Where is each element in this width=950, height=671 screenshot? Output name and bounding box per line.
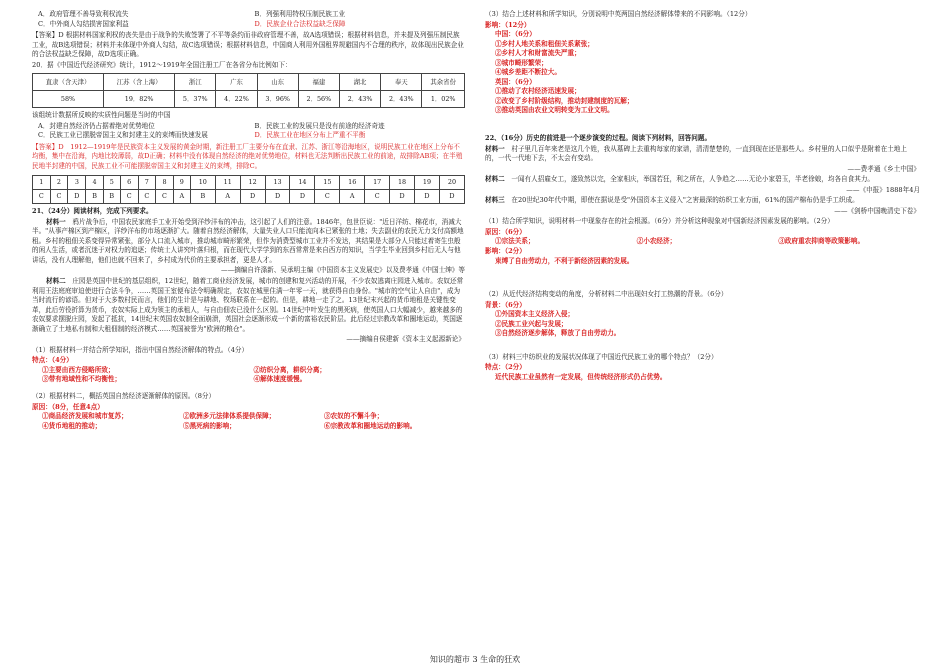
answer-grid-key-row bbox=[33, 189, 465, 203]
q21-sub2-point: ③农奴的不懈斗争； bbox=[324, 412, 384, 421]
q21-sub3-uk-point: ②改变了乡村阶级结构，推动封建制度的瓦解； bbox=[495, 96, 634, 105]
q22-sub2-heading: 背景：（6分） bbox=[485, 300, 526, 309]
page-footer: 知识的超市 3 生命的狂欢 bbox=[429, 655, 521, 664]
q20-table-value-cell: 2．43% bbox=[339, 91, 380, 108]
answer-grid-number-cell: 9 bbox=[173, 175, 190, 189]
q22-sub1-question: （1）结合所学知识，说明材料一中现象存在的社会根源。（6分）并分析这种现象对中国新经济因素发展的影响。（2分） bbox=[485, 217, 834, 226]
q21-sub3-heading: 影响：（12分） bbox=[485, 20, 531, 29]
q20-table-value-cell: 1．02% bbox=[422, 91, 465, 108]
q22-sub2-point: ①外国资本主义经济入侵； bbox=[495, 310, 575, 319]
q21-sub2-point: ②欧洲多元法律体系提供保障； bbox=[183, 412, 276, 421]
answer-grid-key-cell: C bbox=[33, 189, 51, 203]
answer-grid-number-cell: 14 bbox=[290, 175, 315, 189]
q19-option-a: A．政府管理不善导致利权流失 bbox=[38, 10, 129, 18]
answer-grid-key-cell: C bbox=[156, 189, 174, 203]
q21-sub2-point: ④货币地租的推动； bbox=[42, 421, 102, 430]
answer-grid-key-cell: A bbox=[215, 189, 240, 203]
answer-grid-key-cell: C bbox=[315, 189, 340, 203]
answer-grid-number-cell: 19 bbox=[415, 175, 440, 189]
answer-grid-key-cell: D bbox=[439, 189, 464, 203]
q21-material1-source: ——摘编自许涤新、吴承明主编《中国资本主义发展史》以及费孝通《中国士绅》等 bbox=[221, 266, 465, 275]
q22-sub2-point: ②民族工业兴起与发展； bbox=[495, 319, 568, 328]
q20-table-header-cell: 奉天 bbox=[381, 74, 422, 91]
q20-table-value-cell: 58% bbox=[33, 91, 104, 108]
left-column bbox=[32, 10, 465, 433]
q22-sub1-point: ③政府重农抑商等政策影响。 bbox=[778, 237, 865, 246]
answer-grid-number-cell: 10 bbox=[190, 175, 215, 189]
q21-sub1-point: ①主要由西方侵略所致； bbox=[42, 365, 115, 374]
answer-grid-key-cell: D bbox=[290, 189, 315, 203]
q21-sub1-point: ③带有地域性和不均衡性； bbox=[42, 375, 122, 384]
answer-grid-number-cell: 18 bbox=[390, 175, 415, 189]
q22-material3-source: ——《剑桥中国晚清史下卷》 bbox=[834, 206, 920, 215]
answer-grid-number-cell: 4 bbox=[86, 175, 103, 189]
q22-sub1-heading: 原因：（6分） bbox=[485, 227, 526, 236]
answer-grid-number-cell: 5 bbox=[103, 175, 120, 189]
q22-material2-label: 材料二 bbox=[485, 175, 505, 184]
q20-table-header-cell: 湖北 bbox=[339, 74, 380, 91]
answer-grid-number-cell: 8 bbox=[156, 175, 174, 189]
q20-option-c: C．民族工业已摆脱帝国主义和封建主义的束缚而快速发展 bbox=[38, 131, 208, 140]
answer-grid-key-cell: B bbox=[103, 189, 120, 203]
q20-table-header-cell: 山东 bbox=[257, 74, 298, 91]
q20-table-value-cell: 5．37% bbox=[175, 91, 216, 108]
q21-material2-text: 庄园是英国中世纪的基层组织，12世纪，随着工商业经济发展，城市的创建和复兴活动的开展，不少农奴逃离庄园进入城市。农奴还常利用王法庭庭审迫使进行合法斗争，……英国王室便布法令明确规定，农奴在城里住满一年零一天，就获得自由身份。"城市的空气让人自由"，成为当时流行的谚语。但对于大多数村民而言，他们的生计是与耕地、牧场联系在一起的。但是，耕地一走了之。13世纪末兴起的货币地租是关键性变革，此后劳役折算为货币，农奴实际上成为领主的承租人，与自由佃农已没什么区别。14世纪中叶发生的黑死病，使英国人口大幅减少，越来越多的农奴要求摆脱庄园，发起了抵抗，14世纪末英国农奴制全面崩溃，英国社会逐渐形成一个新的富裕农民阶层。此后经过宗教改革和圈地运动，英国逐渐确立了土地私有制和大租佃制的经济模式……英国被誉为"欧洲的粮仓"。 bbox=[32, 276, 464, 333]
q19-options bbox=[32, 10, 465, 29]
q21-sub3-uk-point: ①推动了农村经济迅速发展； bbox=[495, 87, 581, 96]
q20-stem: 20．据《中国近代经济研究》统计，1912～1919年全国注册工厂在各省分布比例如下： bbox=[32, 60, 292, 69]
q21-sub1-point: ②纺织分离，耕织分离； bbox=[253, 365, 327, 374]
answer-grid-key-cell: C bbox=[50, 189, 68, 203]
q21-sub3-answer bbox=[485, 21, 920, 116]
q20-table-header-cell: 福建 bbox=[298, 74, 339, 91]
answer-grid-key-cell: B bbox=[190, 189, 215, 203]
answer-grid-number-row bbox=[33, 175, 465, 189]
q21-material1-label: 材料一 bbox=[46, 217, 66, 226]
q22-sub3-answer bbox=[485, 363, 920, 382]
q22-sub1-point: ②小农经济； bbox=[636, 237, 677, 246]
q21-sub2-point: ⑥宗教改革和圈地运动的影响。 bbox=[324, 421, 417, 430]
answer-grid-number-cell: 1 bbox=[33, 175, 51, 189]
q20-table-header-cell: 浙江 bbox=[175, 74, 216, 91]
q21-sub1-question: （1）根据材料一并结合所学知识，指出中国自然经济解体的特点。（4分） bbox=[32, 345, 249, 354]
q21-material2-source: ——摘编自侯建新《资本主义起源新论》 bbox=[346, 335, 465, 344]
q20-option-a: A．封建自然经济仍占据着绝对优势地位 bbox=[38, 121, 155, 130]
answer-grid-number-cell: 16 bbox=[340, 175, 365, 189]
q21-sub3-question: （3）结合上述材料和所学知识，分别说明中英两国自然经济解体带来的不同影响。（12分） bbox=[485, 10, 752, 18]
q21-sub1-point: ④解体速度缓慢。 bbox=[253, 375, 307, 384]
right-column bbox=[485, 10, 920, 385]
q22-sub1-influence: 束缚了自由劳动力，不利于新经济因素的发展。 bbox=[495, 256, 634, 265]
answer-grid-number-cell: 6 bbox=[120, 175, 138, 189]
answer-grid-key-cell: D bbox=[240, 189, 265, 203]
q21-sub3-china-heading: 中国：（6分） bbox=[495, 30, 536, 39]
q19-option-b: B．列强利用特权压制民族工业 bbox=[254, 10, 346, 18]
q21-sub2-answer bbox=[32, 403, 465, 432]
q20-table bbox=[32, 73, 465, 108]
answer-grid-number-cell: 20 bbox=[439, 175, 464, 189]
answer-grid-key-cell: C bbox=[120, 189, 138, 203]
q21-sub1-heading: 特点：（4分） bbox=[32, 356, 73, 365]
answer-grid-key-cell: D bbox=[390, 189, 415, 203]
answer-grid-key-cell: A bbox=[340, 189, 365, 203]
q22-sub3-question: （3）材料三中纺织业的发展状况体现了中国近代民族工业的哪个特点？（2分） bbox=[485, 352, 718, 361]
q20-header-row bbox=[33, 74, 465, 91]
answer-grid-number-cell: 11 bbox=[215, 175, 240, 189]
q20-table-value-cell: 3．96% bbox=[257, 91, 298, 108]
q21-sub2-question: （2）根据材料二，概括英国自然经济逐渐解体的原因。（8分） bbox=[32, 391, 216, 400]
q21-sub3-china-point: ①乡村人地关系和租佃关系紧张； bbox=[495, 39, 594, 48]
q22-sub1-point: ①宗法关系； bbox=[495, 237, 535, 246]
q22-title: 22、（16分）历史的前进是一个逐步演变的过程。阅读下列材料，回答问题。 bbox=[485, 134, 712, 143]
q19-answer: 【答案】D 根据材料国家利权的丧失是由于战争的失败签署了不平等条约而非政府管理不善，故A选项错误；根据材料信息，并未提及列强压制民族工业，故B选项错误；材料并未体现中外商人勾结，故C选项错误；根据材料信息，中国商人利用外国租界规避国内不合理的秩序，故体现出民族企业的合法权益缺乏保障，故D选项正确。 bbox=[32, 31, 464, 59]
q21-sub1-answer bbox=[32, 356, 465, 385]
answer-grid bbox=[32, 175, 465, 205]
q22-sub2-point: ③自然经济逐步解体，释放了自由劳动力。 bbox=[495, 329, 621, 338]
q22-material1-label: 材料一 bbox=[485, 144, 505, 153]
q20-table-value-cell: 19．82% bbox=[104, 91, 175, 108]
q21-sub2-heading: 原因：（8分，任意4点） bbox=[32, 402, 104, 411]
q22-material3-label: 材料三 bbox=[485, 196, 505, 205]
answer-grid-key-cell: B bbox=[86, 189, 103, 203]
q20-table-header-cell: 江苏（含上海） bbox=[104, 74, 175, 91]
q20-table-header-cell: 其余省份 bbox=[422, 74, 465, 91]
answer-grid-key-cell: D bbox=[68, 189, 86, 203]
answer-grid-number-cell: 13 bbox=[265, 175, 290, 189]
q21-sub3-uk-point: ③推动英国由农业文明转变为工业文明。 bbox=[495, 106, 614, 115]
q20-value-row bbox=[33, 91, 465, 108]
q21-sub2-point: ⑤黑死病的影响； bbox=[183, 421, 236, 430]
answer-grid-number-cell: 15 bbox=[315, 175, 340, 189]
answer-grid-key-cell: D bbox=[265, 189, 290, 203]
answer-grid-key-cell: A bbox=[173, 189, 190, 203]
q20-answer: 【答案】D 1912—1919年是民族资本主义发展的黄金时期，新注册工厂主要分布在直隶、江苏、浙江等沿海地区，说明民族工业在地区上分布不均衡，集中在沿海，内地比较薄弱，故D正确；材料中没有体现自然经济的绝对优势地位，材料也无法判断出民族工业的前途，故排除AB项；在半殖民地半封建的中国，民族工业不可能摆脱帝国主义和封建主义的束缚，排除C。 bbox=[32, 142, 463, 171]
answer-grid-key-cell: D bbox=[415, 189, 440, 203]
q22-sub1-answer bbox=[485, 228, 920, 266]
answer-grid-number-cell: 3 bbox=[68, 175, 86, 189]
q20-table-value-cell: 4．22% bbox=[216, 91, 257, 108]
q22-material3-text: 在20世纪30年代中期，即使在据说是受"外国资本主义侵入"之害最深的纺织工业方面，61%的国产棉布仍是手工织成。 bbox=[511, 196, 859, 205]
q19-option-c: C．中外商人勾结损害国家利益 bbox=[38, 19, 129, 28]
q21-sub2-point: ①商品经济发展和城市复苏； bbox=[42, 412, 128, 421]
answer-grid-number-cell: 17 bbox=[365, 175, 390, 189]
q21-sub3-uk-heading: 英国：（6分） bbox=[495, 77, 536, 86]
answer-grid-number-cell: 12 bbox=[240, 175, 265, 189]
q22-sub2-answer bbox=[485, 301, 920, 339]
q20-option-d: D．民族工业在地区分布上严重不平衡 bbox=[254, 131, 366, 140]
q21-sub3-china-point: ③城市畸形繁荣； bbox=[495, 58, 548, 67]
answer-grid-key-cell: C bbox=[138, 189, 156, 203]
answer-grid-number-cell: 2 bbox=[50, 175, 68, 189]
q20-table-value-cell: 2．43% bbox=[381, 91, 422, 108]
q20-option-b: B．民族工业的发展只是没有前途的经济奇迹 bbox=[254, 121, 385, 130]
q19-option-d: D．民族企业合法权益缺乏保障 bbox=[254, 19, 346, 28]
q22-material1-text: 村子里几百年来老是这几个姓，我从墓碑上去重构每家的家谱，清清楚楚的，一直到现在还是那些人。乡村里的人口似乎是附着在土地上的，一代一代地下去，不太会有变动。 bbox=[485, 144, 907, 163]
q21-material1-text: 鸦片战争后，中国农民家庭手工业开始受到洋纱洋布的冲击，这引起了人们的注意。1846年，包世臣说："近日洋纺、棉花市，消减大半。"从事产棉区到产棉区，洋纱洋布的市场逐渐扩大。随着自然经济解体，大量失业人口只能流向本已紧张的土地；失去副业的农民无力支付高额地租。乡村的租佃关系变得异常紧张，部分人口流入城市，推动城市畸形繁荣，但作为消费型城市工业并不发达，其结果是大部分人只能过着寄生虫般的闲人生活，或者沉迷于对权力的追逐；传统士人讲究叶落归根，而在现代大学学到的东西常常是来自西方的知识，当学生毕业回到乡村后无人与他讲话，没有人理解他，他们也就不回来了，乡村成为代价的主要承担者，更是人才。 bbox=[32, 217, 464, 264]
q21-title: 21、（24分）阅读材料，完成下列要求。 bbox=[32, 207, 153, 216]
q20-table-value-cell: 2．56% bbox=[298, 91, 339, 108]
q22-material2-text: 一闻有人招雇女工，遂致然以完，全家相庆，举国若狂，利之所在，人争趋之……无论小家碧玉，半老徐娘，均各自食其力。 bbox=[511, 175, 875, 184]
q22-sub3-point: 近代民族工业虽然有一定发展，但传统经济形式仍占优势。 bbox=[495, 372, 667, 381]
q22-material1-source: ——费孝通《乡土中国》 bbox=[847, 164, 920, 173]
q22-sub2-question: （2）从近代经济结构变动的角度，分析材料二中出现妇女打工热潮的背景。（6分） bbox=[485, 290, 728, 299]
q22-material2-source: ——《申报》1888年4月 bbox=[846, 185, 920, 194]
q22-sub1-influence-heading: 影响：（2分） bbox=[485, 247, 526, 256]
answer-grid-number-cell: 7 bbox=[138, 175, 156, 189]
q20-table-header-cell: 直隶（含天津） bbox=[33, 74, 104, 91]
q22-sub3-heading: 特点：（2分） bbox=[485, 363, 526, 372]
q20-question: 该组统计数据所反映的实质性问题是当时的中国 bbox=[32, 111, 171, 120]
q21-sub3-china-point: ④城乡差距不断拉大。 bbox=[495, 68, 561, 77]
q21-material2-label: 材料二 bbox=[46, 276, 66, 285]
q21-sub3-china-point: ②乡村人才和财富流失严重； bbox=[495, 49, 581, 58]
q20-table-header-cell: 广东 bbox=[216, 74, 257, 91]
q20-options bbox=[32, 122, 465, 141]
answer-grid-key-cell: C bbox=[365, 189, 390, 203]
